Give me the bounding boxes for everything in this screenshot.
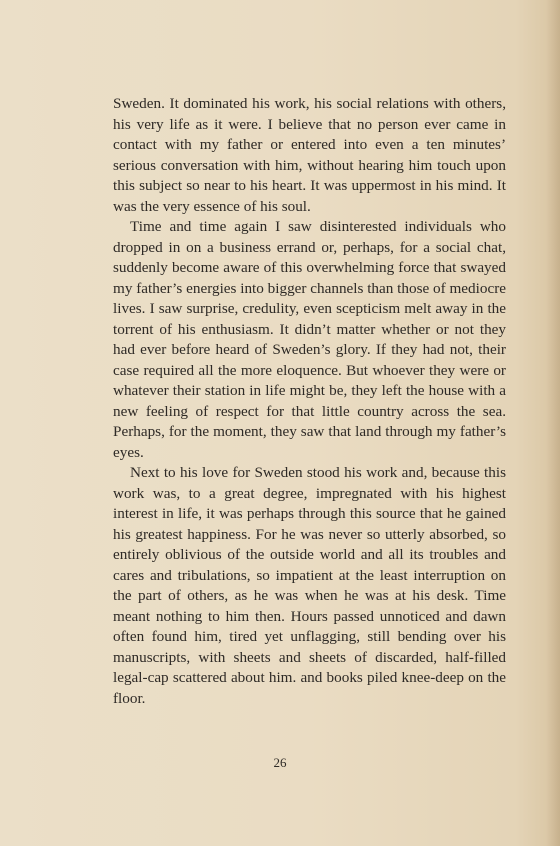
- paragraph-2: Time and time again I saw disinterested individuals who dropped in on a business errand or, perhaps, for a social chat, suddenly become aware of this overwhelming force that swayed my father’s energies into bigger channels than those of mediocre lives. I saw surprise, credulity, even scepticism melt away in the torrent of his enthusiasm. It didn’t matter whether or not they had ever before heard of Sweden’s glory. If they had not, their case required all the more eloquence. But whoever they were or whatever their station in life might be, they left the house with a new feeling of respect for that little country across the sea. Perhaps, for the moment, they saw that land through my father’s eyes.: [113, 218, 506, 461]
- paragraph-1: Sweden. It dominated his work, his social relations with others, his very life as it were. I believe that no person ever came in contact with my father or entered into even a ten minutes’ serious conversation with him, without hearing him touch upon this subject so near to his heart. It was uppermost in his mind. It was the very essence of his soul.: [113, 95, 506, 215]
- body-text: [113, 94, 506, 709]
- page-edge-shadow: [546, 0, 560, 846]
- paragraph-3: Next to his love for Sweden stood his work and, because this work was, to a great degree, impregnated with his highest interest in life, it was perhaps through this source that he gained his greatest happiness. For he was never so utterly absorbed, so entirely oblivious of the outside world and all its troubles and cares and tribulations, so impatient at the least interruption on the part of others, as he was when he was at his desk. Time meant nothing to him then. Hours passed unnoticed and dawn often found him, tired yet unflagging, still bending over his manuscripts, with sheets and sheets of discarded, half-filled legal-cap scattered about him. and books piled knee-deep on the floor.: [113, 464, 506, 707]
- page-number: 26: [273, 755, 287, 770]
